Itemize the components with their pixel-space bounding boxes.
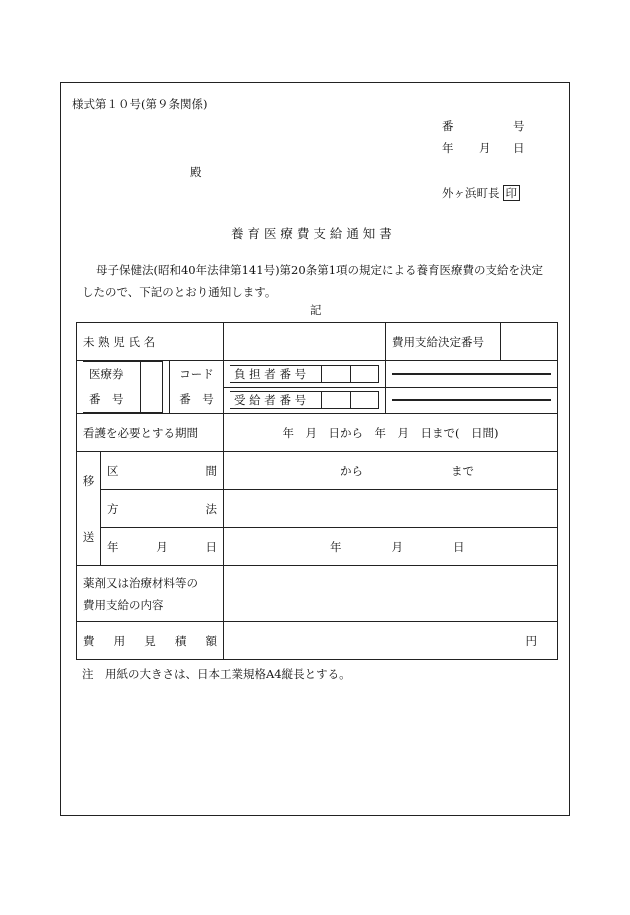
recipient-digit-7	[498, 400, 524, 401]
infant-name-label: 未 熟 児 氏 名	[77, 323, 224, 361]
payer-digit-3	[392, 373, 418, 374]
date-value-day: 日	[453, 539, 465, 554]
recipient-digit-2	[350, 392, 379, 409]
transfer-date-value	[224, 528, 558, 566]
ticket-label	[83, 362, 141, 413]
estimate-label-5: 額	[205, 633, 217, 648]
drug-label	[77, 566, 224, 622]
code-label	[170, 361, 224, 414]
infant-name-value	[224, 323, 386, 361]
row-infant-name	[77, 323, 558, 361]
recipient-digit-8	[524, 400, 550, 401]
estimate-label-3: 見	[144, 633, 156, 648]
estimate-label-4: 積	[174, 633, 187, 648]
drug-label-line2: 費用支給の内容	[83, 597, 164, 612]
payer-digit-1	[322, 365, 351, 382]
period-value: 年 月 日から 年 月 日まで( 日間)	[224, 414, 558, 452]
section-label-1: 区	[107, 463, 119, 478]
payer-number-digits	[386, 361, 558, 388]
ticket-cell	[77, 361, 170, 414]
section-from: から	[340, 463, 363, 478]
drug-label-line1: 薬剤又は治療材料等の	[83, 575, 198, 590]
date-year: 年	[442, 141, 454, 155]
ki-label: 記	[310, 303, 322, 317]
code-label-line1: コード	[179, 367, 214, 381]
footnote: 注 用紙の大きさは、日本工業規格A4縦長とする。	[82, 667, 351, 681]
form-number: 様式第１０号(第９条関係)	[72, 97, 208, 111]
transfer-date-label	[101, 528, 224, 566]
payer-digit-5	[445, 373, 471, 374]
ticket-number-value	[141, 362, 163, 413]
estimate-unit: 円	[525, 633, 537, 648]
recipient-digit-3	[392, 400, 418, 401]
recipient-number-cell	[224, 387, 386, 414]
recipient-number-digits	[386, 387, 558, 414]
estimate-value	[224, 622, 558, 660]
row-transfer-section	[77, 452, 558, 490]
number-label: 番	[442, 119, 454, 133]
recipient-number-label: 受 給 者 番 号	[230, 392, 322, 409]
recipient-digit-5	[445, 400, 471, 401]
recipient-digit-6	[471, 400, 497, 401]
section-label-2: 間	[205, 463, 217, 478]
period-label: 看護を必要とする期間	[77, 414, 224, 452]
drug-value	[224, 566, 558, 622]
payer-digit-8	[524, 373, 550, 374]
date-month: 月	[479, 141, 491, 155]
document-title: 養 育 医 療 費 支 給 通 知 書	[231, 226, 392, 241]
method-label	[101, 490, 224, 528]
payer-digit-7	[498, 373, 524, 374]
method-label-2: 法	[205, 501, 217, 516]
ticket-label-line1: 医療券	[89, 367, 124, 381]
row-period	[77, 414, 558, 452]
payer-digit-6	[471, 373, 497, 374]
date-label-month: 月	[156, 539, 168, 554]
estimate-label-1: 費	[83, 633, 95, 648]
date-label-day: 日	[205, 539, 217, 554]
transfer-label	[77, 452, 101, 566]
issuer-name: 外ヶ浜町長	[442, 186, 500, 200]
body-text-line1: 母子保健法(昭和40年法律第141号)第20条第1項の規定による養育医療費の支給を決定	[96, 263, 544, 277]
code-label-line2: 番 号	[179, 392, 214, 406]
date-label-year: 年	[107, 539, 119, 554]
decision-number-label: 費用支給決定番号	[386, 323, 501, 361]
form-table	[76, 322, 558, 660]
recipient-digit-4	[418, 400, 444, 401]
method-label-1: 方	[107, 501, 119, 516]
row-drug	[77, 566, 558, 622]
decision-number-value	[501, 323, 558, 361]
section-value	[224, 452, 558, 490]
row-transfer-date	[77, 528, 558, 566]
payer-number-label: 負 担 者 番 号	[230, 365, 322, 382]
payer-number-cell	[224, 361, 386, 388]
estimate-label-2: 用	[113, 633, 126, 648]
section-label	[101, 452, 224, 490]
seal-stamp: 印	[503, 185, 521, 201]
issuer	[442, 185, 520, 201]
body-text-line2: したので、下記のとおり通知します。	[82, 285, 277, 299]
row-estimate	[77, 622, 558, 660]
section-to: まで	[451, 463, 474, 478]
date-value-year: 年	[330, 539, 342, 554]
method-value	[224, 490, 558, 528]
date-day: 日	[513, 141, 525, 155]
payer-digit-4	[418, 373, 444, 374]
payer-digit-2	[350, 365, 379, 382]
addressee-suffix: 殿	[190, 165, 202, 179]
row-payer	[77, 361, 558, 388]
date-value-month: 月	[391, 539, 403, 554]
transfer-label-1: 移	[82, 473, 95, 488]
number-suffix: 号	[513, 119, 525, 133]
transfer-label-2: 送	[82, 529, 95, 544]
estimate-label	[77, 622, 224, 660]
ticket-label-line2: 番 号	[89, 392, 124, 406]
row-transfer-method	[77, 490, 558, 528]
recipient-digit-1	[322, 392, 351, 409]
